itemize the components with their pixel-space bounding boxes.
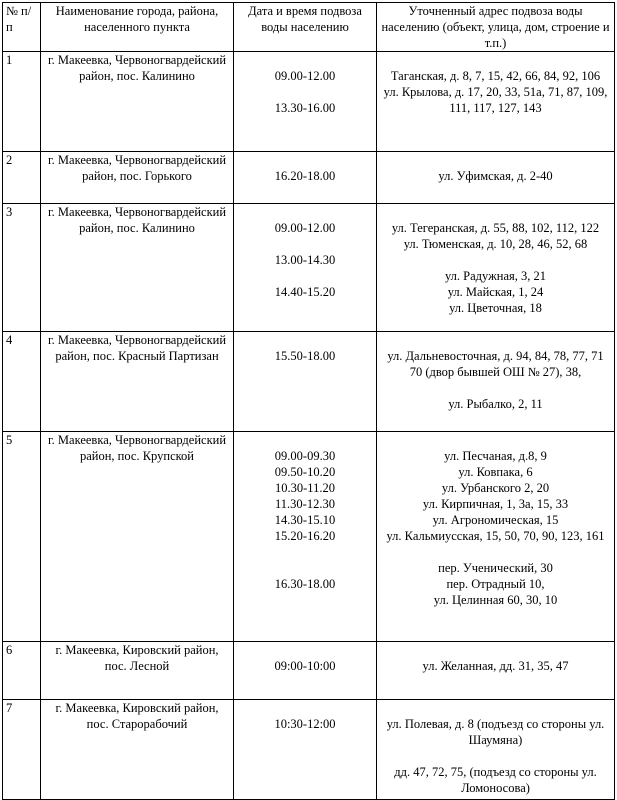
address-line: ул. Кальмиусская, 15, 50, 70, 90, 123, 161 [386, 529, 605, 543]
row-times [234, 700, 377, 800]
row-place: г. Макеевка, Червоногвардейский район, пос. Крупской [41, 432, 234, 642]
address-line: ул. Целинная 60, 30, 10 [433, 593, 558, 607]
table-row [3, 52, 615, 152]
row-num: 3 [3, 204, 41, 332]
row-num: 7 [3, 700, 41, 800]
table-row [3, 332, 615, 432]
row-place: г. Макеевка, Кировский район, пос. Лесной [41, 642, 234, 700]
row-place: г. Макеевка, Червоногвардейский район, пос. Калинино [41, 52, 234, 152]
address-line: ул. Тегеранская, д. 55, 88, 102, 112, 122 [391, 221, 600, 235]
address-line: ул. Кирпичная, 1, 3а, 15, 33 [422, 497, 569, 511]
row-place: г. Макеевка, Кировский район, пос. Старорабочий [41, 700, 234, 800]
time-slot: 10.30-11.20 [275, 481, 335, 495]
time-slot: 10:30-12:00 [274, 717, 336, 731]
water-schedule-table [2, 2, 615, 800]
row-times [234, 432, 377, 642]
address-line: ул. Песчаная, д.8, 9 [444, 449, 547, 463]
row-addresses [377, 204, 615, 332]
row-addresses [377, 152, 615, 204]
row-num: 6 [3, 642, 41, 700]
address-line: ул. Тюменская, д. 10, 28, 46, 52, 68 [403, 237, 588, 251]
row-place: г. Макеевка, Червоногвардейский район, пос. Красный Партизан [41, 332, 234, 432]
header-num: № п/п [3, 3, 41, 52]
table-row [3, 642, 615, 700]
time-slot: 11.30-12.30 [275, 497, 335, 511]
address-line: ул. Крылова, д. 17, 20, 33, 51а, 71, 87, 109, 111, 117, 127, 143 [383, 85, 608, 115]
row-times [234, 332, 377, 432]
address-line: ул. Дальневосточная, д. 94, 84, 78, 77, 71 [387, 349, 604, 363]
row-num: 1 [3, 52, 41, 152]
table-row [3, 152, 615, 204]
address-line: ул. Ковпака, 6 [458, 465, 533, 479]
time-slot: 09:00-10:00 [274, 659, 336, 673]
time-slot: 14.40-15.20 [274, 285, 336, 299]
row-times [234, 152, 377, 204]
table-row [3, 432, 615, 642]
time-slot: 14.30-15.10 [274, 513, 336, 527]
time-slot: 15.50-18.00 [274, 349, 336, 363]
table-row [3, 204, 615, 332]
address-line: ул. Желанная, дд. 31, 35, 47 [422, 659, 569, 673]
row-times [234, 52, 377, 152]
row-addresses [377, 432, 615, 642]
header-row [3, 3, 615, 52]
time-slot: 09.00-12.00 [274, 221, 336, 235]
time-slot: 13.00-14.30 [274, 253, 336, 267]
address-line: ул. Цветочная, 18 [449, 301, 542, 315]
header-time: Дата и время подвоза воды населению [234, 3, 377, 52]
address-line: пер. Отрадный 10, [446, 577, 545, 591]
header-address: Уточненный адрес подвоза воды населению (объект, улица, дом, строение и т.п.) [377, 3, 615, 52]
address-line: дд. 47, 72, 75, (подъезд со стороны ул. Ломоносова) [394, 765, 597, 795]
row-addresses [377, 332, 615, 432]
row-place: г. Макеевка, Червоногвардейский район, пос. Горького [41, 152, 234, 204]
address-line: ул. Агрономическая, 15 [432, 513, 559, 527]
row-addresses [377, 700, 615, 800]
time-slot: 09.00-12.00 [274, 69, 336, 83]
time-slot: 09.50-10.20 [274, 465, 336, 479]
time-slot: 09.00-09.30 [274, 449, 336, 463]
address-line: ул. Радужная, 3, 21 [444, 269, 546, 283]
time-slot: 15.20-16.20 [274, 529, 336, 543]
row-times [234, 204, 377, 332]
row-num: 2 [3, 152, 41, 204]
header-place: Наименование города, района, населенного пункта [41, 3, 234, 52]
time-slot: 16.20-18.00 [274, 169, 336, 183]
row-num: 4 [3, 332, 41, 432]
table-row [3, 700, 615, 800]
row-num: 5 [3, 432, 41, 642]
row-addresses [377, 52, 615, 152]
row-addresses [377, 642, 615, 700]
address-line: ул. Уфимская, д. 2-40 [438, 169, 553, 183]
address-line: ул. Майская, 1, 24 [447, 285, 544, 299]
address-line: Таганская, д. 8, 7, 15, 42, 66, 84, 92, 106 [390, 69, 601, 83]
row-times [234, 642, 377, 700]
address-line: ул. Полевая, д. 8 (подъезд со стороны ул. Шаумяна) [386, 717, 605, 747]
address-line: ул. Урбанского 2, 20 [441, 481, 550, 495]
time-slot: 16.30-18.00 [274, 577, 336, 591]
time-slot: 13.30-16.00 [274, 101, 336, 115]
address-line: пер. Ученический, 30 [438, 561, 553, 575]
address-line: ул. Рыбалко, 2, 11 [448, 397, 543, 411]
address-line: 70 (двор бывшей ОШ № 27), 38, [409, 365, 582, 379]
row-place: г. Макеевка, Червоногвардейский район, пос. Калинино [41, 204, 234, 332]
